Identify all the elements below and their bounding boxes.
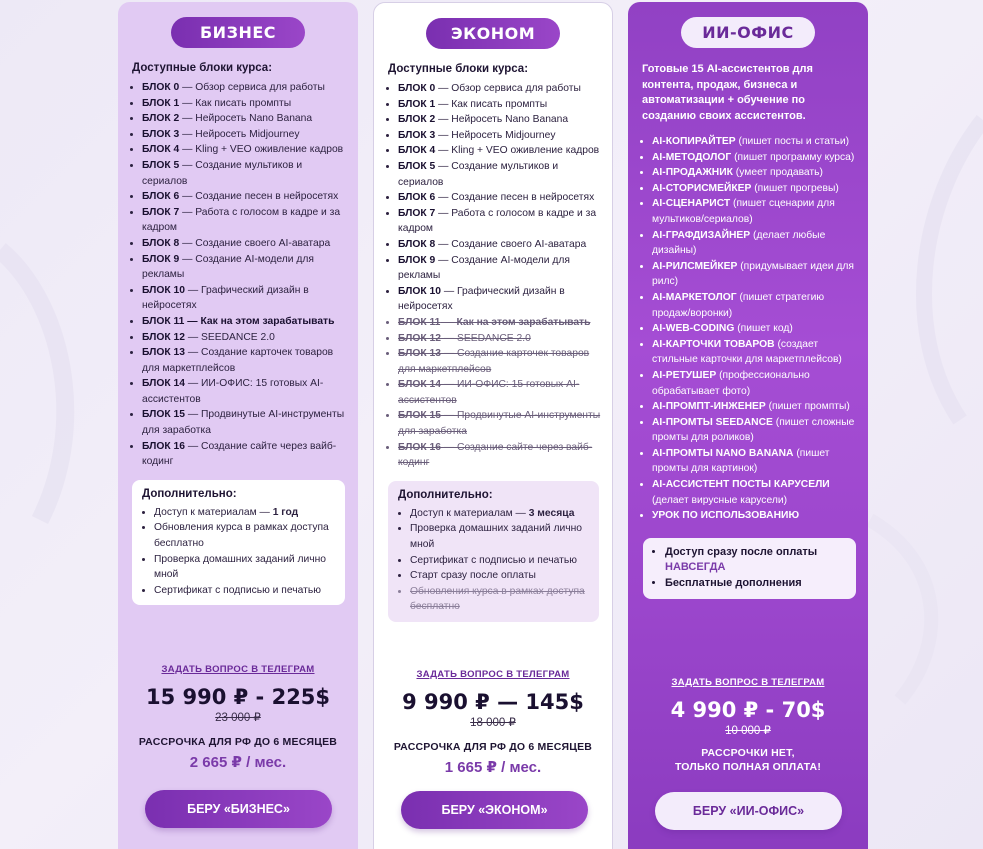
old-price: 23 000 ₽ — [215, 712, 261, 724]
list-item: • БЛОК 16 — Создание сайте через вайб-кодинг — [142, 439, 348, 470]
blocks-title: Доступные блоки курса: — [132, 62, 273, 74]
price: 9 990 ₽ — 145$ — [402, 690, 584, 714]
list-item: • Сертификат с подписью и печатью — [154, 583, 335, 599]
list-item: • AI-РЕТУШЕР (профессионально обрабатывает фото) — [652, 368, 858, 399]
blocks-list — [142, 80, 348, 470]
old-price: 18 000 ₽ — [470, 717, 516, 729]
ask-telegram-link[interactable]: ЗАДАТЬ ВОПРОС В ТЕЛЕГРАМ — [161, 664, 315, 675]
list-item: • БЛОК 5 — Создание мультиков и сериалов — [142, 158, 348, 189]
list-item: • БЛОК 2 — Нейросеть Nano Banana — [398, 112, 602, 128]
ai-intro-text: Готовые 15 AI-ассистентов для контента, продаж, бизнеса и автоматизации + обучение по созданию своих ассистентов. — [642, 63, 813, 122]
list-item: • AI-РИЛСМЕЙКЕР (придумывает идеи для рилс) — [652, 259, 858, 290]
list-item: • Доступ к материалам — 3 месяца — [410, 506, 589, 522]
list-item: • AI-ГРАФДИЗАЙНЕР (делает любые дизайны) — [652, 228, 858, 259]
list-item: • AI-WEB-CODING (пишет код) — [652, 321, 858, 337]
list-item: • AI-ПРОМТЫ NANO BANANA (пишет промты для картинок) — [652, 446, 858, 477]
tariff-card-economy — [373, 2, 613, 849]
installment-label: РАССРОЧКА ДЛЯ РФ ДО 6 МЕСЯЦЕВ — [138, 736, 338, 748]
list-item: • AI-КАРТОЧКИ ТОВАРОВ (создает стильные карточки для маркетплейсов) — [652, 337, 858, 368]
list-item: • Обновления курса в рамках доступа бесплатно — [154, 520, 335, 551]
monthly-price: 2 665 ₽ / мес. — [189, 754, 287, 771]
list-item: • БЛОК 2 — Нейросеть Nano Banana — [142, 111, 348, 127]
list-item: • БЛОК 10 — Графический дизайн в нейросетях — [398, 284, 602, 315]
buy-economy-button[interactable]: БЕРУ «ЭКОНОМ» — [401, 791, 588, 829]
ask-telegram-link[interactable]: ЗАДАТЬ ВОПРОС В ТЕЛЕГРАМ — [671, 677, 825, 688]
tariff-card-ai-office — [628, 2, 868, 849]
ai-benefits-box — [643, 538, 856, 600]
list-item: • Проверка домашних заданий лично мной — [154, 552, 335, 583]
list-item-unavailable: • БЛОК 14 — ИИ-ОФИС: 15 готовых AI-ассистентов — [398, 377, 602, 408]
list-item: • БЛОК 1 — Как писать промпты — [142, 96, 348, 112]
tariff-badge: БИЗНЕС — [171, 17, 305, 48]
price: 4 990 ₽ - 70$ — [670, 698, 826, 722]
list-item: • БЛОК 10 — Графический дизайн в нейросетях — [142, 283, 348, 314]
list-item: • БЛОК 7 — Работа с голосом в кадре и за кадром — [398, 206, 602, 237]
list-item: • БЛОК 13 — Создание карточек товаров для маркетплейсов — [142, 345, 348, 376]
blocks-title: Доступные блоки курса: — [388, 63, 529, 75]
installment-label: РАССРОЧКА ДЛЯ РФ ДО 6 МЕСЯЦЕВ — [393, 741, 593, 753]
extras-box — [132, 480, 345, 606]
list-item: • AI-ПРОДАЖНИК (умеет продавать) — [652, 165, 858, 181]
list-item: • БЛОК 0 — Обзор сервиса для работы — [398, 81, 602, 97]
no-installment-line-1: РАССРОЧКИ НЕТ, — [701, 747, 795, 759]
list-item: • Доступ сразу после оплаты НАВСЕГДА — [665, 545, 846, 576]
list-item: • УРОК ПО ИСПОЛЬЗОВАНИЮ — [652, 508, 858, 524]
list-item: • БЛОК 9 — Создание AI-модели для рекламы — [398, 253, 602, 284]
buy-ai-office-button[interactable]: БЕРУ «ИИ-ОФИС» — [655, 792, 842, 830]
no-installment-line-2: ТОЛЬКО ПОЛНАЯ ОПЛАТА! — [674, 761, 822, 773]
list-item: • AI-АССИСТЕНТ ПОСТЫ КАРУСЕЛИ (делает вирусные карусели) — [652, 477, 858, 508]
list-item: • AI-ПРОМТЫ SEEDANCE (пишет сложные промты для роликов) — [652, 415, 858, 446]
list-item: • БЛОК 3 — Нейросеть Midjourney — [142, 127, 348, 143]
list-item-unavailable: • БЛОК 15 — Продвинутые AI-инструменты для заработка — [398, 408, 602, 439]
list-item: • БЛОК 4 — Kling + VEO оживление кадров — [142, 142, 348, 158]
list-item: • БЛОК 4 — Kling + VEO оживление кадров — [398, 143, 602, 159]
list-item: • AI-МЕТОДОЛОГ (пишет программу курса) — [652, 150, 858, 166]
extras-box — [388, 481, 599, 622]
list-item: • БЛОК 0 — Обзор сервиса для работы — [142, 80, 348, 96]
list-item: • БЛОК 15 — Продвинутые AI-инструменты для заработка — [142, 407, 348, 438]
list-item: • AI-КОПИРАЙТЕР (пишет посты и статьи) — [652, 134, 858, 150]
list-item: • AI-СТОРИСМЕЙКЕР (пишет прогревы) — [652, 181, 858, 197]
list-item: • Доступ к материалам — 1 год — [154, 505, 335, 521]
list-item-unavailable: • БЛОК 13 — Создание карточек товаров для маркетплейсов — [398, 346, 602, 377]
list-item: • БЛОК 9 — Создание AI-модели для рекламы — [142, 252, 348, 283]
assistants-list — [652, 134, 858, 524]
tariff-badge: ЭКОНОМ — [426, 18, 560, 49]
old-price: 10 000 ₽ — [725, 725, 771, 737]
extras-title: Дополнительно: — [142, 487, 237, 500]
tariff-card-business — [118, 2, 358, 849]
list-item: • БЛОК 3 — Нейросеть Midjourney — [398, 128, 602, 144]
list-item: • БЛОК 8 — Создание своего AI-аватара — [142, 236, 348, 252]
list-item: • Бесплатные дополнения — [665, 576, 846, 592]
list-item: • Сертификат с подписью и печатью — [410, 553, 589, 569]
list-item: • AI-СЦЕНАРИСТ (пишет сценарии для мультиков/сериалов) — [652, 196, 858, 227]
buy-business-button[interactable]: БЕРУ «БИЗНЕС» — [145, 790, 332, 828]
monthly-price: 1 665 ₽ / мес. — [444, 759, 542, 776]
list-item: • Проверка домашних заданий лично мной — [410, 521, 589, 552]
list-item: • Старт сразу после оплаты — [410, 568, 589, 584]
list-item: • БЛОК 1 — Как писать промпты — [398, 97, 602, 113]
list-item: • AI-ПРОМПТ-ИНЖЕНЕР (пишет промпты) — [652, 399, 858, 415]
list-item: • БЛОК 14 — ИИ-ОФИС: 15 готовых AI-ассистентов — [142, 376, 348, 407]
ask-telegram-link[interactable]: ЗАДАТЬ ВОПРОС В ТЕЛЕГРАМ — [416, 669, 570, 680]
blocks-list — [398, 81, 602, 471]
price: 15 990 ₽ - 225$ — [145, 685, 331, 709]
list-item-unavailable: • Обновления курса в рамках доступа бесплатно — [410, 584, 589, 615]
list-item: • БЛОК 5 — Создание мультиков и сериалов — [398, 159, 602, 190]
list-item-unavailable: • БЛОК 11 — Как на этом зарабатывать — [398, 315, 602, 331]
list-item: • БЛОК 8 — Создание своего AI-аватара — [398, 237, 602, 253]
list-item: • БЛОК 11 — Как на этом зарабатывать — [142, 314, 348, 330]
list-item-unavailable: • БЛОК 12 — SEEDANCE 2.0 — [398, 331, 602, 347]
tariff-badge: ИИ-ОФИС — [681, 17, 815, 48]
extras-title: Дополнительно: — [398, 488, 493, 501]
list-item: • БЛОК 12 — SEEDANCE 2.0 — [142, 330, 348, 346]
list-item: • AI-МАРКЕТОЛОГ (пишет стратегию продаж/воронки) — [652, 290, 858, 321]
list-item: • БЛОК 6 — Создание песен в нейросетях — [398, 190, 602, 206]
list-item-unavailable: • БЛОК 16 — Создание сайте через вайб-кодинг — [398, 440, 602, 471]
list-item: • БЛОК 7 — Работа с голосом в кадре и за кадром — [142, 205, 348, 236]
list-item: • БЛОК 6 — Создание песен в нейросетях — [142, 189, 348, 205]
